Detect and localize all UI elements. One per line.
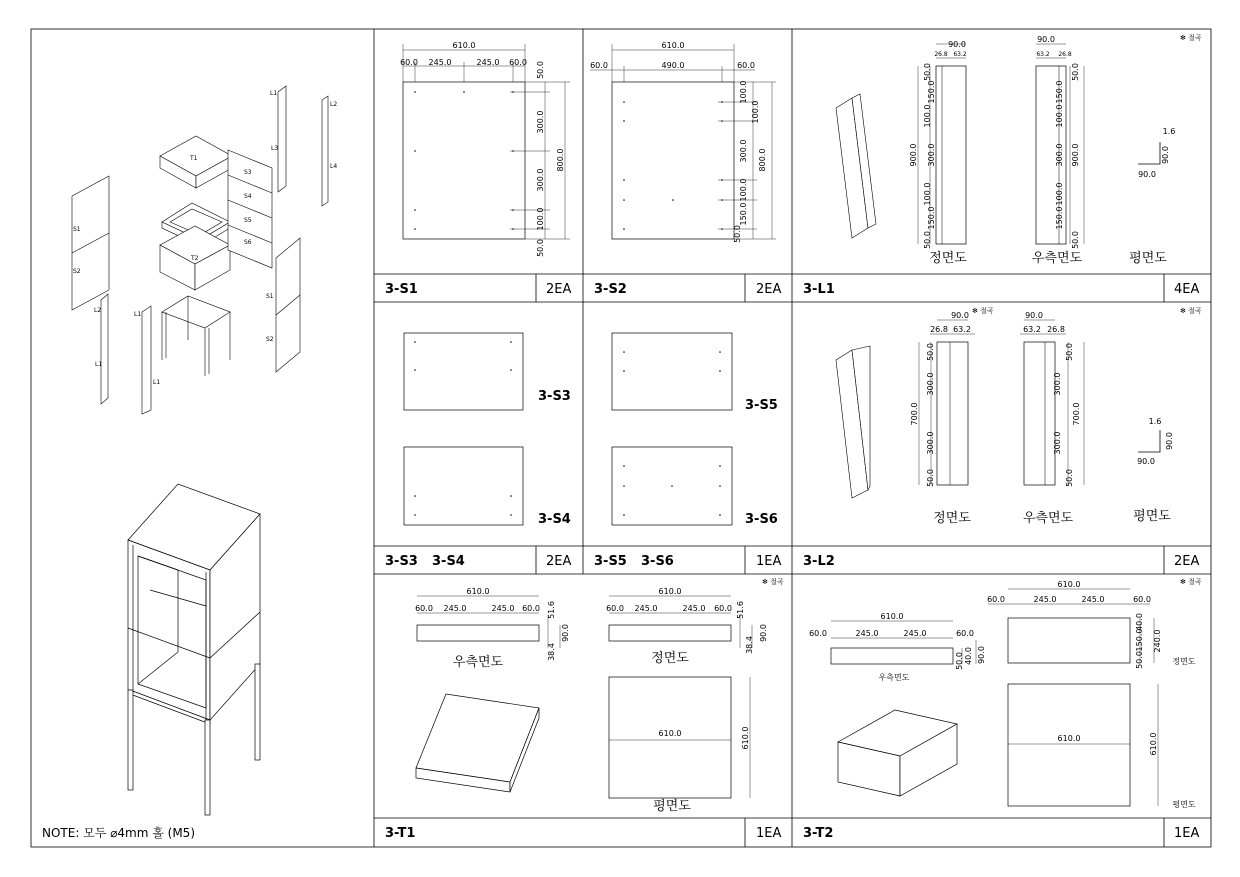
s2-right-part-2: 100.0 (751, 100, 760, 124)
s34-label-b: 3-S4 (432, 554, 465, 569)
label-l2-b: L2 (94, 307, 102, 314)
t1-front-c: 90.0 (759, 624, 768, 642)
t1-side-part-3: 245.0 (491, 604, 515, 613)
part-l1-top (278, 86, 286, 192)
l2-right-w-right: 26.8 (1047, 325, 1065, 334)
t1-right-view-label: 우측면도 (452, 655, 504, 670)
l2-right-view-label: 우측면도 (1022, 511, 1074, 526)
exploded-view (72, 86, 337, 414)
l2-right-part-2: 300.0 (1053, 372, 1062, 396)
l2-plan-w: 90.0 (1137, 457, 1155, 466)
l1-front-w-left: 26.8 (934, 51, 948, 58)
s34-qty: 2EA (546, 554, 572, 569)
l1-right-part-7: 50.0 (1071, 231, 1080, 249)
t1-label: 3-T1 (385, 826, 416, 841)
l2-front-part-2: 300.0 (926, 372, 935, 396)
s2-label: 3-S2 (594, 282, 627, 297)
label-s2-left: S2 (73, 268, 81, 275)
l2-right-part-1: 50.0 (1065, 343, 1074, 361)
t2-side-part-1: 60.0 (809, 629, 827, 638)
t1-front-view-label: 정면도 (651, 651, 689, 666)
l1-label: 3-L1 (803, 282, 835, 297)
l1-front-width: 90.0 (948, 40, 966, 49)
t1-side-a: 51.6 (547, 601, 556, 619)
l2-front-width: 90.0 (951, 311, 969, 320)
t2-label: 3-T2 (803, 826, 834, 841)
s2-right-part-4: 100.0 (739, 178, 748, 202)
s1-top-part-2: 245.0 (428, 58, 452, 67)
t1-side-c: 90.0 (561, 624, 570, 642)
l1-right-height: 900.0 (1071, 143, 1080, 167)
s2-right-part-1: 100.0 (739, 80, 748, 104)
t2-side-part-2: 245.0 (855, 629, 879, 638)
t2-front-total: 610.0 (1057, 580, 1081, 589)
drawing-3-t2 (803, 577, 1202, 841)
part-l1-bottom (101, 294, 108, 404)
l1-right-part-3: 100.0 (1055, 104, 1064, 128)
drawing-3-l2 (803, 306, 1202, 569)
l1-front-part-3: 100.0 (923, 104, 932, 128)
label-t1: T1 (190, 155, 198, 162)
l2-right-part-3: 300.0 (1053, 431, 1062, 455)
s2-top-part-1: 60.0 (590, 61, 608, 70)
l1-right-part-2: 150.0 (1055, 80, 1064, 104)
l1-bend-note: ✻ 절곡 (1180, 34, 1202, 42)
t1-front-a: 51.6 (736, 601, 745, 619)
drawing-3-t1 (385, 577, 784, 841)
t1-bend-note: ✻ 절곡 (762, 578, 784, 586)
l1-front-view-label: 정면도 (929, 251, 967, 266)
s2-top-part-2: 490.0 (661, 61, 685, 70)
part-leg-frame (162, 296, 230, 376)
t2-side-a: 50.0 (955, 652, 964, 670)
t2-side-part-3: 245.0 (903, 629, 927, 638)
s2-top-total: 610.0 (661, 41, 685, 50)
t1-plan-h: 610.0 (741, 726, 750, 750)
t1-front-total: 610.0 (658, 587, 682, 596)
l1-front-part-7: 50.0 (923, 231, 932, 249)
l2-front-part-1: 50.0 (926, 343, 935, 361)
l1-right-part-6: 150.0 (1055, 206, 1064, 230)
t2-side-part-4: 60.0 (956, 629, 974, 638)
l1-plan-w: 90.0 (1138, 170, 1156, 179)
l2-front-height: 700.0 (910, 402, 919, 426)
t2-front-c: 50.0 (1135, 651, 1144, 669)
t1-side-total: 610.0 (466, 587, 490, 596)
l2-right-part-4: 50.0 (1065, 469, 1074, 487)
l1-right-w-left: 63.2 (1036, 51, 1050, 58)
note-text: NOTE: 모두 ⌀4mm 홀 (M5) (42, 826, 196, 840)
s56-qty: 1EA (756, 554, 782, 569)
s1-top-total: 610.0 (452, 41, 476, 50)
t2-qty: 1EA (1174, 826, 1200, 841)
s1-top-part-1: 60.0 (400, 58, 418, 67)
label-s6: S6 (244, 239, 252, 246)
label-l1-c: L1 (134, 311, 142, 318)
t2-side-c: 90.0 (977, 646, 986, 664)
t1-side-b: 38.4 (547, 643, 556, 661)
s2-right-part-6: 50.0 (733, 225, 742, 243)
t2-plan-view-label: 평면도 (1172, 800, 1196, 809)
l1-front-part-5: 100.0 (923, 182, 932, 206)
label-l1-a: L1 (270, 90, 278, 97)
l1-right-part-5: 100.0 (1055, 182, 1064, 206)
t2-side-b: 40.0 (964, 647, 973, 665)
t1-front-part-1: 60.0 (606, 604, 624, 613)
drawing-3-s1 (385, 41, 571, 297)
label-l1-b: L1 (95, 361, 103, 368)
s2-right-part-5: 150.0 (739, 202, 748, 226)
part-l2-top (322, 96, 328, 206)
s2-right-part-3: 300.0 (739, 139, 748, 163)
t1-front-b: 38.4 (745, 636, 754, 654)
t2-front-view-label: 정면도 (1172, 657, 1196, 666)
t1-side-part-4: 60.0 (522, 604, 540, 613)
label-t2: T2 (191, 255, 199, 262)
drawing-3-s34 (385, 333, 571, 569)
l1-front-part-4: 300.0 (927, 143, 936, 167)
t2-front-part-4: 60.0 (1133, 595, 1151, 604)
l2-bend-note: ✻ 절곡 (1180, 307, 1202, 315)
l1-right-width: 90.0 (1037, 35, 1055, 44)
t1-side-part-2: 245.0 (443, 604, 467, 613)
part-l1-mid (142, 306, 151, 414)
s34-label-a: 3-S3 (385, 554, 418, 569)
label-s1-right: S1 (266, 293, 274, 300)
s1-right-part-2: 300.0 (536, 110, 545, 134)
l2-qty: 2EA (1174, 554, 1200, 569)
s1-right-part-5: 50.0 (536, 239, 545, 257)
t1-plan-w: 610.0 (658, 729, 682, 738)
drawing-3-s2 (590, 41, 781, 297)
s1-right-part-4: 100.0 (536, 207, 545, 231)
assembled-view (128, 484, 260, 815)
t1-side-part-1: 60.0 (415, 604, 433, 613)
l1-front-part-2: 150.0 (927, 80, 936, 104)
s1-qty: 2EA (546, 282, 572, 297)
t2-plan-w: 610.0 (1057, 734, 1081, 743)
l2-front-w-right: 63.2 (953, 325, 971, 334)
drawing-3-l1 (803, 33, 1202, 297)
l2-plan-view-label: 평면도 (1133, 509, 1171, 524)
s3-caption: 3-S3 (538, 389, 571, 404)
s1-label: 3-S1 (385, 282, 418, 297)
label-l2-a: L2 (330, 101, 338, 108)
l2-front-w-left: 26.8 (930, 325, 948, 334)
l2-right-w-left: 63.2 (1023, 325, 1041, 334)
l1-front-part-1: 50.0 (923, 63, 932, 81)
l1-plan-t: 1.6 (1162, 127, 1176, 136)
label-l1-d: L1 (153, 379, 161, 386)
t1-front-part-2: 245.0 (634, 604, 658, 613)
l1-plan-view-label: 평면도 (1129, 251, 1167, 266)
l2-front-bend-note: ✻ 절곡 (972, 307, 994, 315)
l1-right-view-label: 우측면도 (1031, 251, 1083, 266)
t2-bend-note: ✻ 절곡 (1180, 578, 1202, 586)
t1-front-part-3: 245.0 (682, 604, 706, 613)
s2-qty: 2EA (756, 282, 782, 297)
s1-right-part-3: 300.0 (536, 168, 545, 192)
t2-front-part-2: 245.0 (1033, 595, 1057, 604)
l2-front-part-3: 300.0 (926, 431, 935, 455)
s1-right-part-1: 50.0 (536, 61, 545, 79)
t1-qty: 1EA (756, 826, 782, 841)
s5-caption: 3-S5 (745, 398, 778, 413)
t2-front-part-1: 60.0 (987, 595, 1005, 604)
t2-right-view-label: 우측면도 (878, 673, 910, 682)
l1-right-part-1: 50.0 (1071, 63, 1080, 81)
l2-right-width: 90.0 (1025, 311, 1043, 320)
drawing-3-s56 (594, 333, 781, 569)
l2-right-height: 700.0 (1072, 402, 1081, 426)
t2-side-total: 610.0 (880, 612, 904, 621)
s56-label-a: 3-S5 (594, 554, 627, 569)
t2-front-total-h: 240.0 (1153, 629, 1162, 653)
t1-front-part-4: 60.0 (714, 604, 732, 613)
l2-front-part-4: 50.0 (926, 469, 935, 487)
l2-plan-t: 1.6 (1148, 417, 1162, 426)
l1-front-w-right: 63.2 (953, 51, 967, 58)
l1-plan-h: 90.0 (1161, 146, 1170, 164)
s2-right-total: 800.0 (758, 148, 767, 172)
label-s3: S3 (244, 169, 252, 176)
t2-front-part-3: 245.0 (1081, 595, 1105, 604)
label-l4: L4 (330, 163, 338, 170)
t2-front-b: 150.0 (1135, 628, 1144, 652)
label-s1-left: S1 (73, 226, 81, 233)
t2-plan-h: 610.0 (1149, 732, 1158, 756)
l1-front-part-6: 150.0 (927, 206, 936, 230)
t1-plan-view-label: 평면도 (653, 799, 691, 814)
l1-right-w-right: 26.8 (1058, 51, 1072, 58)
s1-right-total: 800.0 (556, 148, 565, 172)
l1-right-part-4: 300.0 (1055, 143, 1064, 167)
s1-top-part-3: 245.0 (476, 58, 500, 67)
label-s2-right: S2 (266, 336, 274, 343)
l2-label: 3-L2 (803, 554, 835, 569)
label-s4: S4 (244, 193, 252, 200)
s4-caption: 3-S4 (538, 512, 571, 527)
s1-top-part-4: 60.0 (509, 58, 527, 67)
l1-front-height: 900.0 (909, 143, 918, 167)
t2-front-a: 40.0 (1135, 613, 1144, 631)
label-l3: L3 (271, 145, 279, 152)
l1-qty: 4EA (1174, 282, 1200, 297)
label-s5: S5 (244, 217, 252, 224)
s6-caption: 3-S6 (745, 512, 778, 527)
s2-top-part-3: 60.0 (737, 61, 755, 70)
l2-front-view-label: 정면도 (933, 511, 971, 526)
l2-plan-h: 90.0 (1165, 432, 1174, 450)
s56-label-b: 3-S6 (641, 554, 674, 569)
